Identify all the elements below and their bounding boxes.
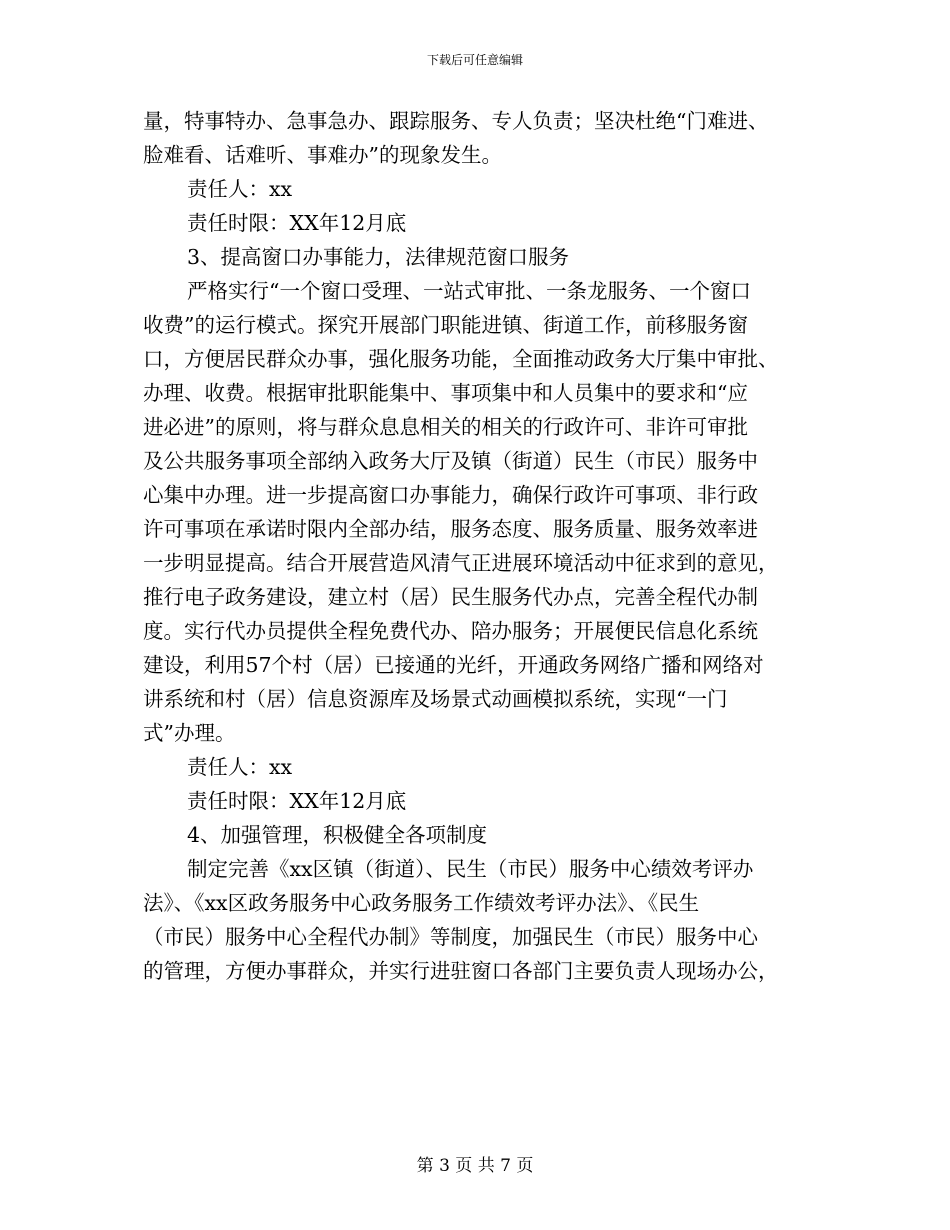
text-line: 法》、《xx区政务服务中心政务服务工作绩效考评办法》、《民生 — [143, 891, 700, 915]
page-number: 第 3 页 共 7 页 — [416, 1156, 534, 1176]
text-line: 严格实行“一个窗口受理、一站式审批、一条龙服务、一个窗口 — [187, 279, 751, 303]
text-line: 责任时限：XX年12月底 — [187, 789, 407, 813]
text-line: 建设，利用57个村（居）已接通的光纤，开通政务网络广播和网络对 — [143, 653, 764, 677]
text-line: 责任人：xx — [187, 177, 293, 201]
text-line: 责任时限：XX年12月底 — [187, 211, 407, 235]
text-line: 制定完善《xx区镇（街道）、民生（市民）服务中心绩效考评办 — [187, 857, 754, 881]
text-line: 推行电子政务建设，建立村（居）民生服务代办点，完善全程代办制 — [143, 585, 758, 609]
text-line: 的管理，方便办事群众，并实行进驻窗口各部门主要负责人现场办公， — [143, 959, 779, 983]
text-line: 3、提高窗口办事能力，法律规范窗口服务 — [187, 245, 570, 269]
text-line: 讲系统和村（居）信息资源库及场景式动画模拟系统，实现“一门 — [143, 687, 728, 711]
text-line: 及公共服务事项全部纳入政务大厅及镇（街道）民生（市民）服务中 — [143, 449, 758, 473]
text-line: 许可事项在承诺时限内全部办结，服务态度、服务质量、服务效率进 — [143, 517, 758, 541]
text-line: 4、加强管理，积极健全各项制度 — [187, 823, 488, 847]
text-line: 一步明显提高。结合开展营造风清气正进展环境活动中征求到的意见， — [143, 551, 779, 575]
text-line: 度。实行代办员提供全程免费代办、陪办服务；开展便民信息化系统 — [143, 619, 758, 643]
document-body — [143, 104, 808, 988]
text-line: 心集中办理。进一步提高窗口办事能力，确保行政许可事项、非行政 — [143, 483, 758, 507]
text-line: 办理、收费。根据审批职能集中、事项集中和人员集中的要求和“应 — [143, 381, 748, 405]
text-line: 量，特事特办、急事急办、跟踪服务、专人负责；坚决杜绝“门难进、 — [143, 109, 769, 133]
text-line: 口，方便居民群众办事，强化服务功能，全面推动政务大厅集中审批、 — [143, 347, 779, 371]
page-header-note: 下载后可任意编辑 — [426, 53, 523, 67]
text-line: （市民）服务中心全程代办制》等制度，加强民生（市民）服务中心 — [143, 925, 758, 949]
text-line: 脸难看、话难听、事难办”的现象发生。 — [143, 143, 502, 167]
text-line: 收费”的运行模式。探究开展部门职能进镇、街道工作，前移服务窗 — [143, 313, 748, 337]
text-line: 责任人：xx — [187, 755, 293, 779]
text-line: 进必进”的原则，将与群众息息相关的相关的行政许可、非许可审批 — [143, 415, 748, 439]
text-line: 式”办理。 — [143, 721, 236, 745]
